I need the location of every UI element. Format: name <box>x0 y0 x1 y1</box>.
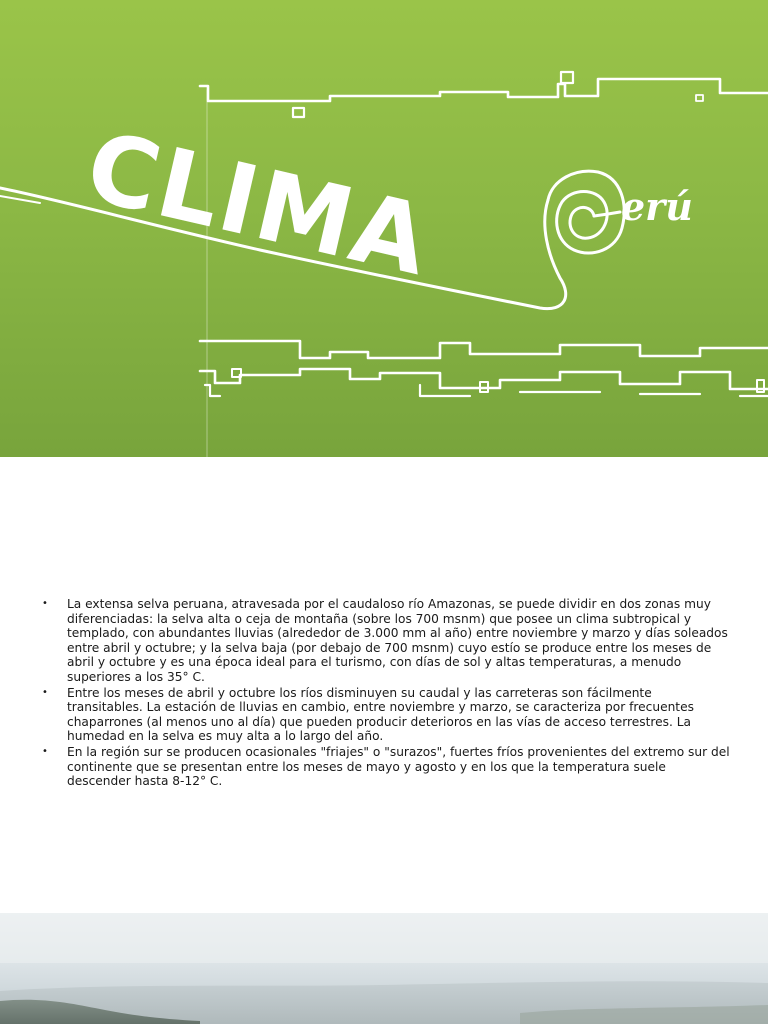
top-square-1 <box>293 108 304 117</box>
bullet-text: La extensa selva peruana, atravesada por el caudaloso río Amazonas, se puede dividir en dos zonas muy diferenciadas: la selva alta o ceja de montaña (sobre los 700 msnm) que posee un clima subtropical y templado, con abundantes lluvias (alrededor de 3.000 mm al año) entre noviembre y marzo y días soleados entre abril y octubre; y la selva baja (por debajo de 700 msnm) cuyo estío se produce entre los meses de abril y octubre y es una época ideal para el turismo, con días de sol y altas temperaturas, a menudo superiores a los 35° C. <box>67 597 728 684</box>
bullet-item <box>40 597 730 685</box>
bottom-skyline-line-2 <box>200 369 768 389</box>
climate-bullet-list <box>40 597 730 790</box>
bullet-text: En la región sur se producen ocasionales "friajes" o "surazos", fuertes fríos provenientes del extremo sur del continente que se presentan entre los meses de mayo y agosto y en los que la temperatura suele descender hasta 8-12° C. <box>67 744 730 789</box>
misty-landscape-photo <box>0 913 768 1024</box>
top-square-3 <box>696 95 703 101</box>
bullet-marker: • <box>42 745 48 757</box>
peru-spiral-logo-icon <box>548 171 624 253</box>
bullet-marker: • <box>42 686 48 698</box>
bullet-item <box>40 745 730 789</box>
logo-text: erú <box>621 184 693 229</box>
landscape-illustration <box>0 913 768 1024</box>
bullet-marker: • <box>42 598 48 609</box>
banner-title: CLIMA <box>76 110 441 298</box>
bottom-skyline-line-1 <box>200 341 768 358</box>
sweep-line-inner <box>0 196 40 203</box>
bullet-item <box>40 686 730 744</box>
bullet-text: Entre los meses de abril y octubre los ríos disminuyen su caudal y las carreteras son fácilmente transitables. La estación de lluvias en cambio, entre noviembre y marzo, se caracteriza por frecuentes chaparrones (al menos uno al día) que pueden producir deterioros en las vías de acceso terrestres. La humedad en la selva es muy alta a lo largo del año. <box>67 685 694 744</box>
top-skyline-line <box>200 79 768 101</box>
top-square-2 <box>561 72 573 83</box>
clima-peru-banner <box>0 0 768 457</box>
bottom-skyline-line-3 <box>205 385 768 396</box>
